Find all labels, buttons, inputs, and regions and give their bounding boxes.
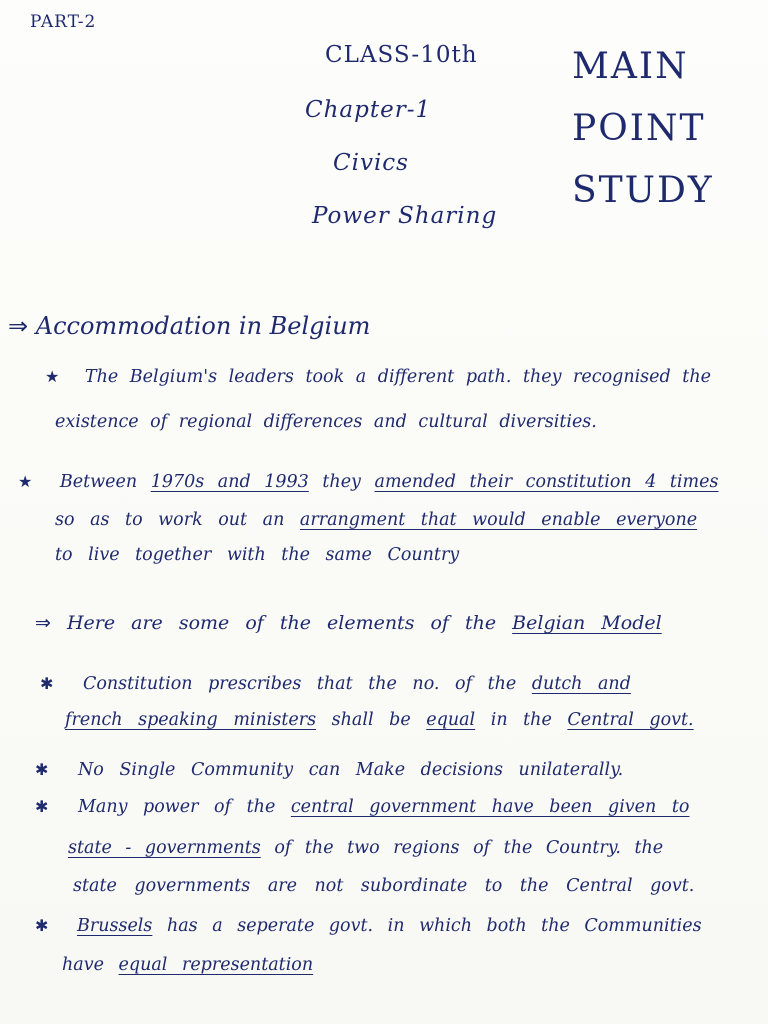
point5-line1-underlined: central government have been given to (290, 797, 690, 817)
point2-line1-mid: they (322, 472, 361, 492)
point5-line3: state governments are not subordinate to the Central govt. (73, 876, 695, 896)
point5-line2 (68, 838, 663, 858)
point6-line1 (35, 916, 702, 936)
point5-line2-post: of the two regions of the Country. the (274, 838, 664, 858)
point3-line2-underlined-equal: equal (426, 710, 476, 730)
star-bullet-icon: ★ (18, 472, 33, 491)
chapter-heading: Chapter-1 (305, 97, 432, 123)
subheading-text: Here are some of the elements of the (66, 612, 497, 634)
point5-line2-underlined: state - governments (68, 838, 261, 858)
asterisk-bullet-icon: ✱ (40, 674, 54, 693)
point2-line2-pre: so as to work out an (55, 510, 285, 530)
topic-heading: Power Sharing (312, 203, 498, 229)
point3-line1 (40, 674, 631, 694)
belgian-model-subheading (35, 612, 662, 634)
point1-line1-text: The Belgium's leaders took a different path. they recognised the (84, 367, 711, 387)
point3-line2-mid: shall be (331, 710, 411, 730)
subject-heading: Civics (333, 150, 409, 176)
class-heading: CLASS-10th (325, 42, 478, 68)
asterisk-bullet-icon: ✱ (35, 916, 49, 935)
point2-line1 (18, 472, 718, 492)
point6-line2 (62, 955, 313, 975)
point3-line1-underlined: dutch and (531, 674, 631, 694)
section-title-text: Accommodation in Belgium (35, 312, 371, 340)
section-title (8, 312, 370, 340)
point3-line1-pre: Constitution prescribes that the no. of the (82, 674, 517, 694)
part-label: PART-2 (30, 12, 97, 32)
point6-line1-underlined: Brussels (76, 916, 153, 936)
point2-line2 (55, 510, 697, 530)
point5-line1-pre: Many power of the (77, 797, 276, 817)
point4-line (35, 760, 623, 780)
main-label: MAIN (572, 46, 689, 87)
point-label: POINT (572, 108, 706, 149)
point6-line1-post: has a seperate govt. in which both the Communities (166, 916, 702, 936)
point2-line1-pre: Between (59, 472, 138, 492)
point2-line1-underlined-amend: amended their constitution 4 times (374, 472, 719, 492)
point2-line3: to live together with the same Country (55, 545, 460, 565)
point3-line2-underlined-ministers: french speaking ministers (65, 710, 317, 730)
point3-line2 (65, 710, 694, 730)
point3-line2-post: in the (490, 710, 552, 730)
study-label: STUDY (572, 170, 714, 211)
point5-line1 (35, 797, 689, 817)
point1-line1 (45, 367, 711, 387)
point2-line1-underlined-years: 1970s and 1993 (150, 472, 309, 492)
asterisk-bullet-icon: ✱ (35, 797, 49, 816)
point1-line2: existence of regional differences and cultural diversities. (55, 412, 597, 432)
point4-text: No Single Community can Make decisions unilaterally. (77, 760, 624, 780)
point6-line2-pre: have (62, 955, 104, 975)
subheading-underlined: Belgian Model (512, 612, 662, 634)
arrow-icon: ⇒ (8, 312, 29, 340)
arrow-icon: ⇒ (35, 612, 51, 634)
point3-line2-underlined-govt: Central govt. (567, 710, 694, 730)
point2-line2-underlined: arrangment that would enable everyone (299, 510, 698, 530)
point6-line2-underlined: equal representation (118, 955, 314, 975)
star-bullet-icon: ★ (45, 367, 60, 386)
asterisk-bullet-icon: ✱ (35, 760, 49, 779)
